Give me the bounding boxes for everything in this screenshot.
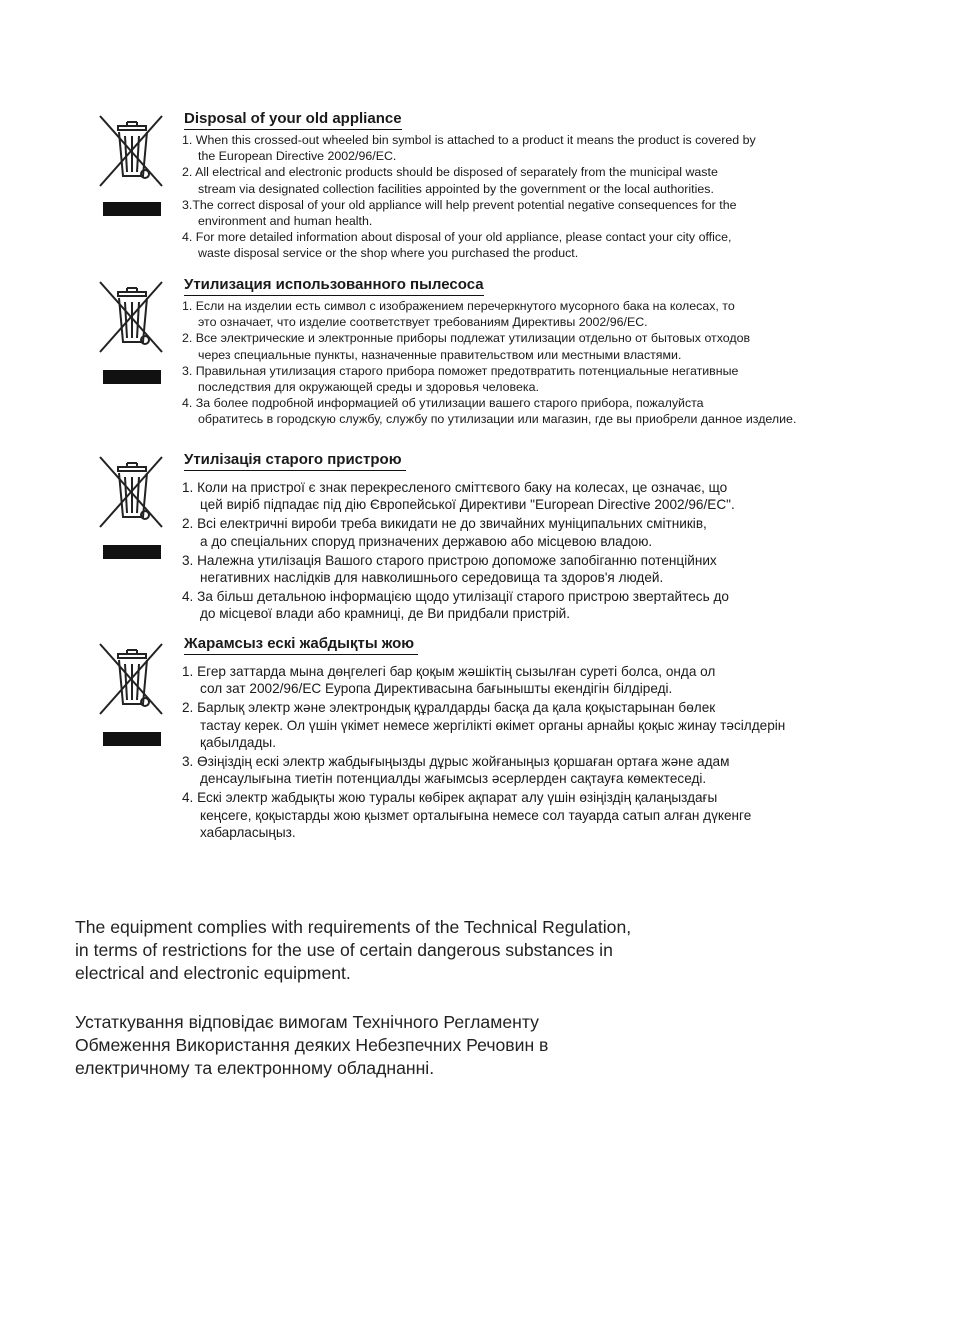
item-continuation: обратитесь в городскую службу, службу по утилизации или магазин, где вы приобрели данное изделие. [198,412,797,427]
section-disposal-en [182,110,832,262]
weee-bin-icon [98,455,166,559]
crossed-bin-icon [98,114,166,190]
item-list [182,663,832,841]
weee-bar [103,545,161,559]
statement-line: electrical and electronic equipment. [75,963,351,983]
item-list [182,132,832,262]
list-item [182,197,832,229]
list-item [182,363,832,395]
list-item [182,552,842,586]
statement-line: The equipment complies with requirements of the Technical Regulation, [75,917,632,937]
crossed-bin-icon [98,455,166,531]
item-continuation: сол зат 2002/96/EC Еуропа Директивасына бағынышты екендігін білдіреді. [200,681,673,697]
weee-bar [103,732,161,746]
item-first-line: 4. За більш детальною інформацією щодо утилізації старого пристрою звертайтесь до [182,589,729,605]
statement-line: Устаткування відповідає вимогам Технічного Регламенту [75,1012,539,1032]
weee-bin-icon [98,280,166,384]
item-first-line: 3. Правильная утилизация старого прибора поможет предотвратить потенциальные негативные [182,363,739,378]
list-item [182,395,832,427]
list-item [182,164,832,196]
compliance-statement-en [75,916,715,985]
item-continuation: через специальные пункты, назначенные правительством или местными властями. [198,347,682,362]
weee-bar [103,202,161,216]
statement-line: in terms of restrictions for the use of certain dangerous substances in [75,940,613,960]
item-first-line: 2. Все электрические и электронные приборы подлежат утилизации отдельно от бытовых отходов [182,331,751,346]
item-first-line: 4. Ескі электр жабдықты жою туралы көбірек ақпарат алу үшін өзіңіздің қалаңыздағы [182,790,718,806]
item-first-line: 2. All electrical and electronic products should be disposed of separately from the municipal waste [182,165,718,180]
section-disposal-kk [182,635,832,843]
item-first-line: 1. Коли на пристрої є знак перекресленого сміттєвого баку на колесах, це означає, що [182,480,728,495]
crossed-bin-icon [98,642,166,718]
item-continuation: the European Directive 2002/96/EC. [198,149,397,164]
section-heading: Утилізація старого пристрою [184,451,406,471]
list-item [182,479,842,513]
section-heading: Утилизация использованного пылесоса [184,276,484,296]
item-continuation: последствия для окружающей среды и здоровья человека. [198,380,539,395]
item-first-line: 2. Всі електричні вироби треба викидати не до звичайних муніципальних смітників, [182,516,707,532]
list-item [182,298,832,330]
item-continuation: кеңсеге, қоқыстарды жою қызмет орталығына немесе сол тауарда сатып алған дүкенге хабарласыңыз. [200,807,752,840]
item-continuation: stream via designated collection facilities appointed by the government or the local authorities. [198,181,714,196]
item-first-line: 2. Барлық электр және электрондық құралдарды басқа да қала қоқыстарынан бөлек [182,700,716,716]
item-first-line: 3.The correct disposal of your old appliance will help prevent potential negative consequences for the [182,197,737,212]
item-continuation: тастау керек. Ол үшін үкімет немесе жергілікті өкімет органы арнайы қоқыс жинау тәсілдерін қабылдады. [200,717,786,750]
item-first-line: 3. Өзіңіздің ескі электр жабдығыңызды дұрыс жойғаныңыз қоршаған ортаға және адам [182,754,730,770]
item-continuation: цей виріб підпадає під дію Європейської Директиви "European Directive 2002/96/EC". [200,497,735,513]
section-heading: Disposal of your old appliance [184,110,402,130]
crossed-bin-icon [98,280,166,356]
item-continuation: а до спеціальних споруд призначених державою або місцевою владою. [200,533,653,549]
item-first-line: 1. Егер заттарда мына дөңгелегі бар қоқым жәшіктің сызылған суреті болса, онда ол [182,664,716,679]
item-continuation: до місцевої влади або крамниці, де Ви придбали пристрій. [200,606,571,622]
item-first-line: 3. Належна утилізація Вашого старого пристрою допоможе запобіганню потенційних [182,552,717,568]
weee-bin-icon [98,642,166,746]
item-first-line: 1. When this crossed-out wheeled bin symbol is attached to a product it means the product is covered by [182,133,756,147]
item-continuation: негативних наслідків для навколишнього середовища та здоров'я людей. [200,570,664,586]
item-list [182,298,832,428]
item-continuation: environment and human health. [198,214,373,229]
item-first-line: 4. For more detailed information about disposal of your old appliance, please contact your city office, [182,230,732,245]
compliance-statement-uk [75,1011,715,1080]
weee-bin-icon [98,114,166,216]
item-continuation: это означает, что изделие соответствует требованиям Директивы 2002/96/EC. [198,315,648,330]
list-item [182,663,832,697]
section-disposal-uk [182,451,842,625]
list-item [182,229,832,261]
item-continuation: waste disposal service or the shop where you purchased the product. [198,246,579,261]
section-heading: Жарамсыз ескі жабдықты жою [184,635,418,655]
list-item [182,515,842,549]
item-first-line: 4. За более подробной информацией об утилизации вашего старого прибора, пожалуйста [182,396,704,411]
list-item [182,789,832,841]
weee-bar [103,370,161,384]
statement-line: електричному та електронному обладнанні. [75,1058,435,1078]
list-item [182,588,842,622]
list-item [182,330,832,362]
item-continuation: денсаулығына тиетін потенциалды жағымсыз әсерлерден сақтауға көмектеседі. [200,771,707,787]
item-list [182,479,842,623]
item-first-line: 1. Если на изделии есть символ с изображением перечеркнутого мусорного бака на колесах, то [182,299,735,313]
list-item [182,753,832,787]
section-disposal-ru [182,276,832,428]
list-item [182,132,832,164]
list-item [182,699,832,751]
statement-line: Обмеження Використання деяких Небезпечних Речовин в [75,1035,549,1055]
